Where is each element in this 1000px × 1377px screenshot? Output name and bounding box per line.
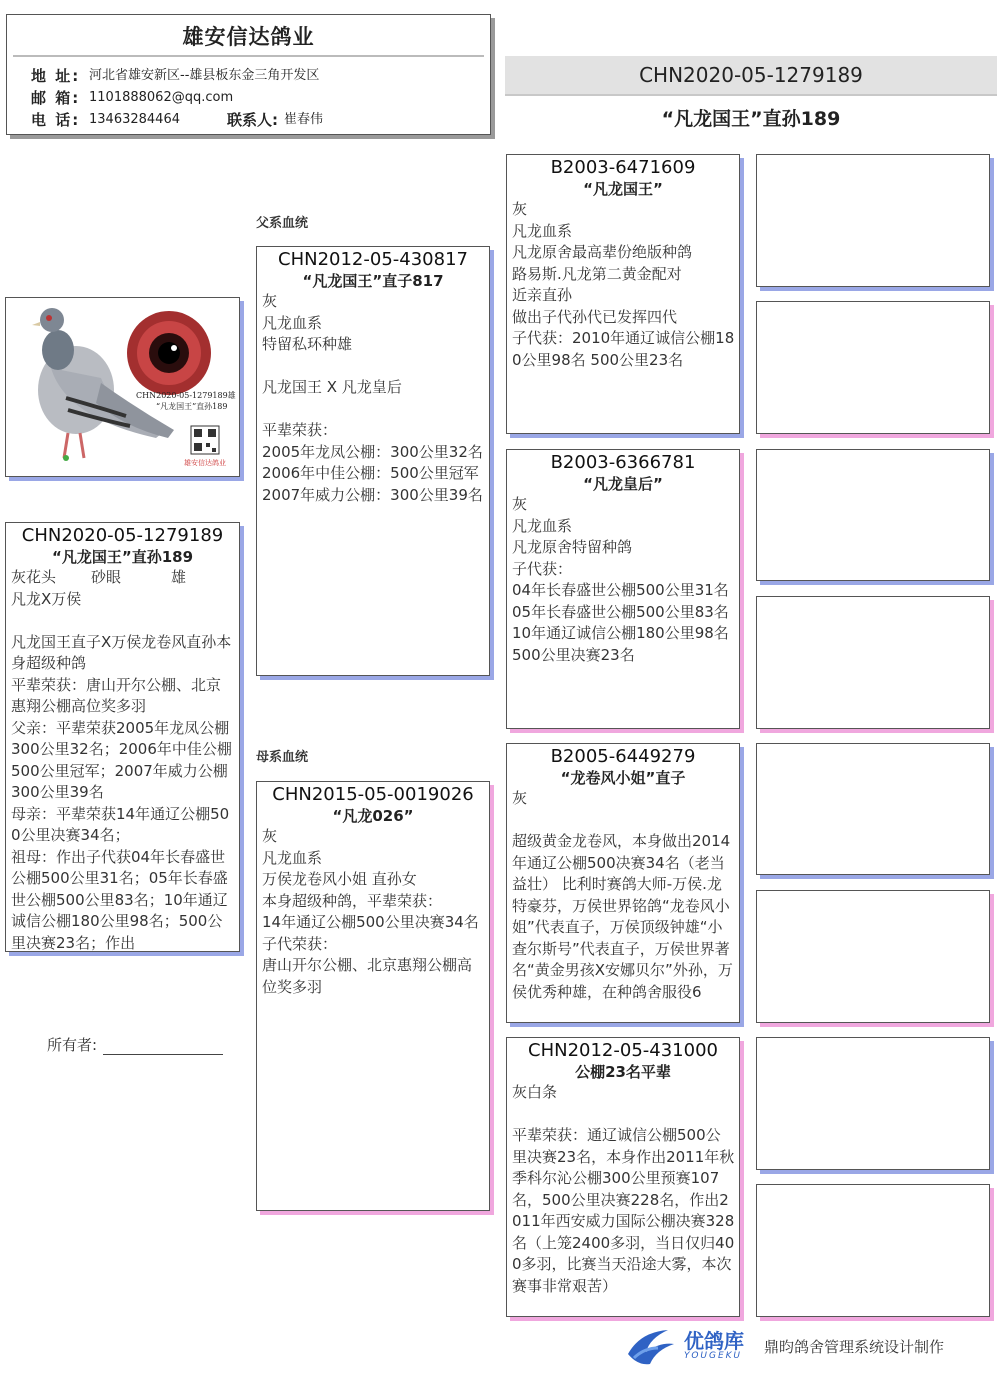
address-value: 河北省雄安新区--雄县板东金三角开发区 <box>89 68 320 83</box>
grandparent-ring: B2003-6366781 <box>550 452 696 473</box>
subject-ring-banner: CHN2020-05-1279189 <box>505 56 997 96</box>
grandparent-ring: B2005-6449279 <box>550 746 696 767</box>
phone-value[interactable]: 13463284464 <box>89 112 180 127</box>
loft-info-card <box>6 14 491 135</box>
grandparent-notes: 灰 超级黄金龙卷风，本身做出2014年通辽公棚500决赛34名（老当益壮） 比利时赛鸽大师-万侯.龙特豪芬，万侯世界铭鸽“龙卷风小姐”代表直子，万侯顶级钟雄“小查尔斯号”代表直子，万侯世界著名“黄金男孩X安娜贝尔”外孙，万侯优秀种雄，在种鸽舍服役6 <box>512 789 733 1001</box>
subject-sex: 雄 <box>171 568 187 586</box>
divider <box>13 55 484 57</box>
grandparent-notes: 灰白条 平辈荣获：通辽诚信公棚500公里决赛23名，本身作出2011年秋季科尔沁公棚300公里预赛107名，500公里决赛228名，作出2011年西安威力国际公棚决赛328名（上笼2400多羽，当日仅归400多羽，比赛当天沿途大雾，本次赛事非常艰苦） <box>512 1083 735 1295</box>
great-grandparent-box <box>756 1037 990 1170</box>
great-grandparent-box <box>756 154 990 287</box>
paternal-grandsire-card <box>506 154 740 434</box>
footer-brand: 优鸽库 <box>684 1329 744 1353</box>
svg-text:雄安信达鸽业: 雄安信达鸽业 <box>184 459 226 467</box>
loft-name: 雄安信达鸽业 <box>182 25 315 49</box>
svg-text:CHN2020-05-1279189雄: CHN2020-05-1279189雄 <box>136 391 236 400</box>
great-grandparent-box <box>756 890 990 1023</box>
pigeon-photo <box>5 297 240 477</box>
maternal-granddam-card <box>506 1037 740 1317</box>
grandparent-notes: 灰 凡龙血系 凡龙原舍特留种鸽 子代获： 04年长春盛世公棚500公里31名 05年长春盛世公棚500公里83名 10年通辽诚信公棚180公里98名 500公里决赛23名 <box>512 495 729 664</box>
svg-text:“凡龙国王”直孙189: “凡龙国王”直孙189 <box>156 402 228 411</box>
subject-ring: CHN2020-05-1279189 <box>21 525 224 546</box>
grandparent-name: “龙卷风小姐”直子 <box>560 769 686 787</box>
sire-name: “凡龙国王”直子817 <box>302 272 444 290</box>
maternal-grandsire-card <box>506 743 740 1023</box>
grandparent-name: “凡龙皇后” <box>583 475 663 493</box>
grandparent-ring: CHN2012-05-431000 <box>528 1040 718 1061</box>
pigeon-image <box>6 298 239 476</box>
great-grandparent-box <box>756 596 990 729</box>
dam-notes: 灰 凡龙血系 万侯龙卷风小姐 直孙女 本身超级种鸽，平辈荣获： 14年通辽公棚500公里决赛34名 子代荣获： 唐山开尔公棚、北京惠翔公棚高位奖多羽 <box>262 827 479 996</box>
footer-brand-en: YOUGEKU <box>684 1351 743 1361</box>
paternal-section-label: 父系血统 <box>256 216 309 231</box>
subject-traits <box>6 567 239 589</box>
great-grandparent-box <box>756 1184 990 1317</box>
sire-notes: 灰 凡龙血系 特留私环种雄 凡龙国王 X 凡龙皇后 平辈荣获： 2005年龙凤公棚：300公里32名 2006年中佳公棚：500公里冠军 2007年威力公棚：300公里39名 <box>262 292 483 504</box>
email-value[interactable]: 1101888062@qq.com <box>89 90 234 105</box>
subject-notes: 凡龙X万侯 凡龙国王直子X万侯龙卷风直孙本身超级种鸽 平辈荣获：唐山开尔公棚、北京惠翔公棚高位奖多羽 父亲：平辈荣获2005年龙凤公棚300公里32名；2006年中佳公棚500公里冠军；2007年威力公棚300公里39名 母亲：平辈荣获14年通辽公棚500公里决赛34名； 祖母：作出子代获04年长春盛世公棚500公里31名；05年长春盛世公棚500公里83名；10年通辽诚信公棚180公里98名；500公里决赛23名；作出 <box>11 589 232 952</box>
footer <box>620 1322 990 1370</box>
subject-card <box>5 522 240 952</box>
sire-card <box>256 246 490 676</box>
subject-name: “凡龙国王”直孙189 <box>51 548 194 566</box>
maternal-section-label: 母系血统 <box>256 750 309 765</box>
subject-color: 灰花头 <box>11 568 57 586</box>
address-row <box>7 65 490 87</box>
dam-name: “凡龙026” <box>332 807 414 825</box>
grandparent-name: “凡龙国王” <box>583 180 663 198</box>
owner-label: 所有者: <box>47 1036 98 1054</box>
sire-ring: CHN2012-05-430817 <box>278 249 468 270</box>
email-row <box>7 87 490 109</box>
grandparent-ring: B2003-6471609 <box>550 157 696 178</box>
email-label: 邮 箱: <box>31 89 81 107</box>
contact-label: 联系人: <box>227 111 278 129</box>
phone-label: 电 话: <box>31 111 81 129</box>
dam-ring: CHN2015-05-0019026 <box>272 784 474 805</box>
great-grandparent-box <box>756 301 990 434</box>
paternal-granddam-card <box>506 449 740 729</box>
grandparent-notes: 灰 凡龙血系 凡龙原舍最高辈份绝版种鸽 路易斯.凡龙第二黄金配对 近亲直孙 做出子代孙代已发挥四代 子代获：2010年通辽诚信公棚180公里98名 500公里23名 <box>512 200 735 369</box>
yougeku-logo-icon <box>620 1324 680 1368</box>
grandparent-name: 公棚23名平辈 <box>575 1063 671 1081</box>
subject-eye: 砂眼 <box>91 568 122 586</box>
subject-name-banner: “凡龙国王”直孙189 <box>661 108 841 130</box>
dam-card <box>256 781 490 1211</box>
phone-row <box>7 109 490 131</box>
great-grandparent-box <box>756 449 990 581</box>
footer-credit: 鼎昀鸽舍管理系统设计制作 <box>764 1337 945 1356</box>
contact-value: 崔春伟 <box>284 112 324 127</box>
great-grandparent-box <box>756 743 990 875</box>
address-label: 地 址: <box>31 67 81 85</box>
owner-blank-line <box>103 1042 223 1055</box>
owner-field <box>47 1034 223 1055</box>
